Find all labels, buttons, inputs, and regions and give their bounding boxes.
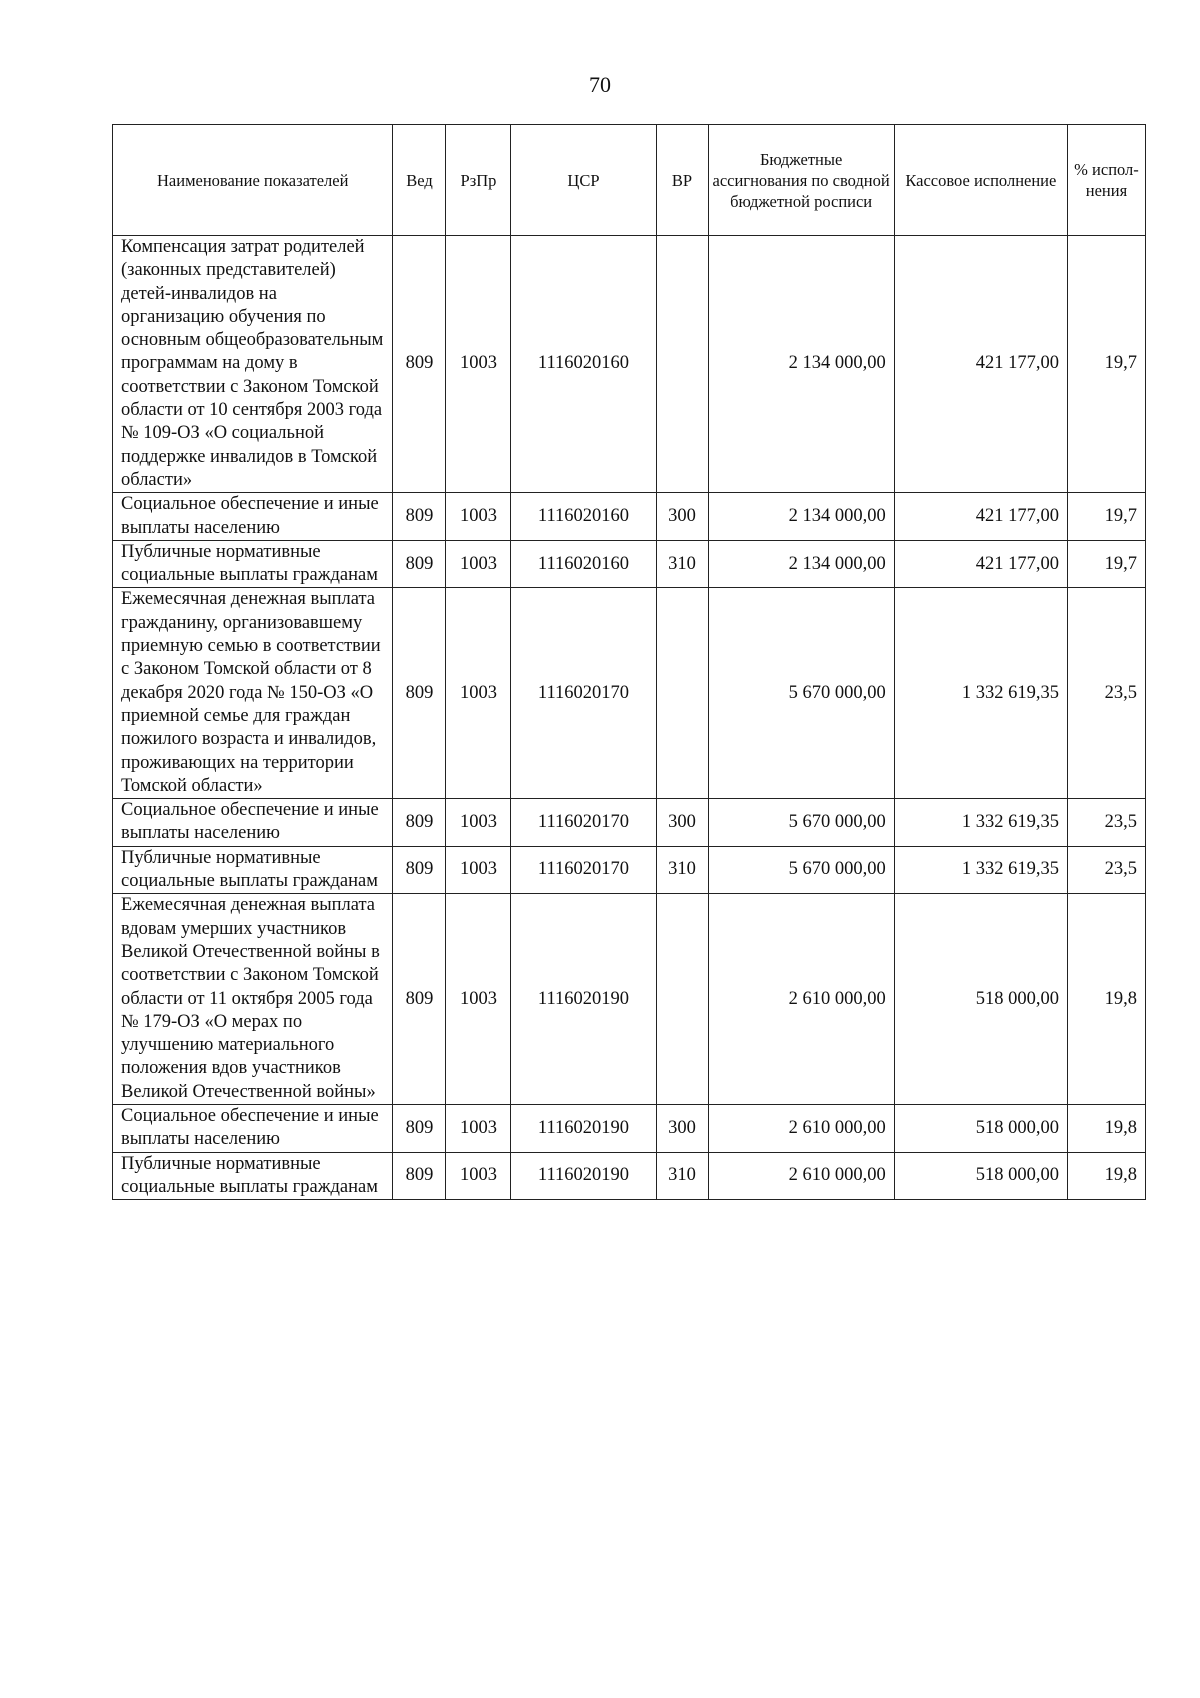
row-percent: 23,5 — [1067, 846, 1145, 894]
row-vr: 310 — [656, 1152, 708, 1200]
row-ved: 809 — [393, 894, 446, 1105]
row-rzpr: 1003 — [446, 799, 511, 847]
row-rzpr: 1003 — [446, 1152, 511, 1200]
row-vr — [656, 894, 708, 1105]
row-percent: 19,7 — [1067, 236, 1145, 493]
row-percent: 19,7 — [1067, 540, 1145, 588]
row-allocation: 2 610 000,00 — [708, 1152, 894, 1200]
row-indicator-name: Публичные нормативные социальные выплаты гражданам — [113, 846, 393, 894]
row-ved: 809 — [393, 1152, 446, 1200]
row-indicator-name: Публичные нормативные социальные выплаты гражданам — [113, 540, 393, 588]
row-vr — [656, 236, 708, 493]
row-csr: 1116020170 — [511, 799, 656, 847]
header-indicator-name: Наименование показателей — [113, 125, 393, 236]
row-vr: 300 — [656, 799, 708, 847]
header-vr: ВР — [656, 125, 708, 236]
table-row — [113, 894, 1146, 1105]
budget-execution-table — [112, 124, 1146, 1200]
row-ved: 809 — [393, 540, 446, 588]
row-rzpr: 1003 — [446, 236, 511, 493]
row-csr: 1116020170 — [511, 846, 656, 894]
row-csr: 1116020170 — [511, 588, 656, 799]
header-allocation: Бюджетные ассигнования по сводной бюджетной росписи — [708, 125, 894, 236]
header-execution: Кассовое исполнение — [894, 125, 1067, 236]
row-indicator-name: Компенсация затрат родителей (законных представителей) детей-инвалидов на организацию обучения по основным общеобразовательным программам на дому в соответствии с Законом Томской области от 10 сентября 2003 года № 109-ОЗ «О социальной поддержке инвалидов в Томской области» — [113, 236, 393, 493]
row-ved: 809 — [393, 493, 446, 541]
row-indicator-name: Социальное обеспечение и иные выплаты населению — [113, 493, 393, 541]
row-percent: 19,8 — [1067, 1104, 1145, 1152]
row-execution: 1 332 619,35 — [894, 799, 1067, 847]
row-allocation: 2 134 000,00 — [708, 540, 894, 588]
row-rzpr: 1003 — [446, 540, 511, 588]
row-percent: 23,5 — [1067, 799, 1145, 847]
row-execution: 421 177,00 — [894, 236, 1067, 493]
row-rzpr: 1003 — [446, 493, 511, 541]
row-csr: 1116020160 — [511, 493, 656, 541]
table-row — [113, 588, 1146, 799]
table-row — [113, 1104, 1146, 1152]
row-rzpr: 1003 — [446, 588, 511, 799]
row-ved: 809 — [393, 799, 446, 847]
table-header — [113, 125, 1146, 236]
row-vr: 300 — [656, 1104, 708, 1152]
table-row — [113, 799, 1146, 847]
row-allocation: 2 610 000,00 — [708, 1104, 894, 1152]
header-rzpr: РзПр — [446, 125, 511, 236]
table-body — [113, 236, 1146, 1200]
row-csr: 1116020190 — [511, 894, 656, 1105]
row-rzpr: 1003 — [446, 894, 511, 1105]
table-row — [113, 236, 1146, 493]
row-percent: 19,8 — [1067, 894, 1145, 1105]
row-indicator-name: Публичные нормативные социальные выплаты гражданам — [113, 1152, 393, 1200]
table-row — [113, 540, 1146, 588]
row-execution: 518 000,00 — [894, 1104, 1067, 1152]
table-row — [113, 846, 1146, 894]
row-execution: 518 000,00 — [894, 1152, 1067, 1200]
row-indicator-name: Социальное обеспечение и иные выплаты населению — [113, 799, 393, 847]
table-row — [113, 1152, 1146, 1200]
row-allocation: 5 670 000,00 — [708, 846, 894, 894]
row-rzpr: 1003 — [446, 846, 511, 894]
header-csr: ЦСР — [511, 125, 656, 236]
row-ved: 809 — [393, 236, 446, 493]
row-execution: 1 332 619,35 — [894, 588, 1067, 799]
header-percent: % испол-нения — [1067, 125, 1145, 236]
row-ved: 809 — [393, 1104, 446, 1152]
row-csr: 1116020160 — [511, 236, 656, 493]
row-execution: 1 332 619,35 — [894, 846, 1067, 894]
row-vr: 300 — [656, 493, 708, 541]
row-allocation: 5 670 000,00 — [708, 799, 894, 847]
row-execution: 518 000,00 — [894, 894, 1067, 1105]
row-vr — [656, 588, 708, 799]
row-execution: 421 177,00 — [894, 493, 1067, 541]
header-row — [113, 125, 1146, 236]
row-vr: 310 — [656, 846, 708, 894]
row-rzpr: 1003 — [446, 1104, 511, 1152]
header-ved: Вед — [393, 125, 446, 236]
row-indicator-name: Ежемесячная денежная выплата гражданину, организовавшему приемную семью в соответствии с Законом Томской области от 8 декабря 2020 года № 150-ОЗ «О приемной семье для граждан пожилого возраста и инвалидов, проживающих на территории Томской области» — [113, 588, 393, 799]
row-vr: 310 — [656, 540, 708, 588]
row-indicator-name: Ежемесячная денежная выплата вдовам умерших участников Великой Отечественной войны в соответствии с Законом Томской области от 11 октября 2005 года № 179-ОЗ «О мерах по улучшению материального положения вдов участников Великой Отечественной войны» — [113, 894, 393, 1105]
row-csr: 1116020190 — [511, 1152, 656, 1200]
row-allocation: 5 670 000,00 — [708, 588, 894, 799]
row-csr: 1116020190 — [511, 1104, 656, 1152]
row-indicator-name: Социальное обеспечение и иные выплаты населению — [113, 1104, 393, 1152]
row-percent: 23,5 — [1067, 588, 1145, 799]
row-allocation: 2 610 000,00 — [708, 894, 894, 1105]
row-allocation: 2 134 000,00 — [708, 236, 894, 493]
row-percent: 19,7 — [1067, 493, 1145, 541]
page-number: 70 — [589, 72, 611, 97]
row-ved: 809 — [393, 846, 446, 894]
row-execution: 421 177,00 — [894, 540, 1067, 588]
row-allocation: 2 134 000,00 — [708, 493, 894, 541]
table-row — [113, 493, 1146, 541]
row-percent: 19,8 — [1067, 1152, 1145, 1200]
row-ved: 809 — [393, 588, 446, 799]
row-csr: 1116020160 — [511, 540, 656, 588]
